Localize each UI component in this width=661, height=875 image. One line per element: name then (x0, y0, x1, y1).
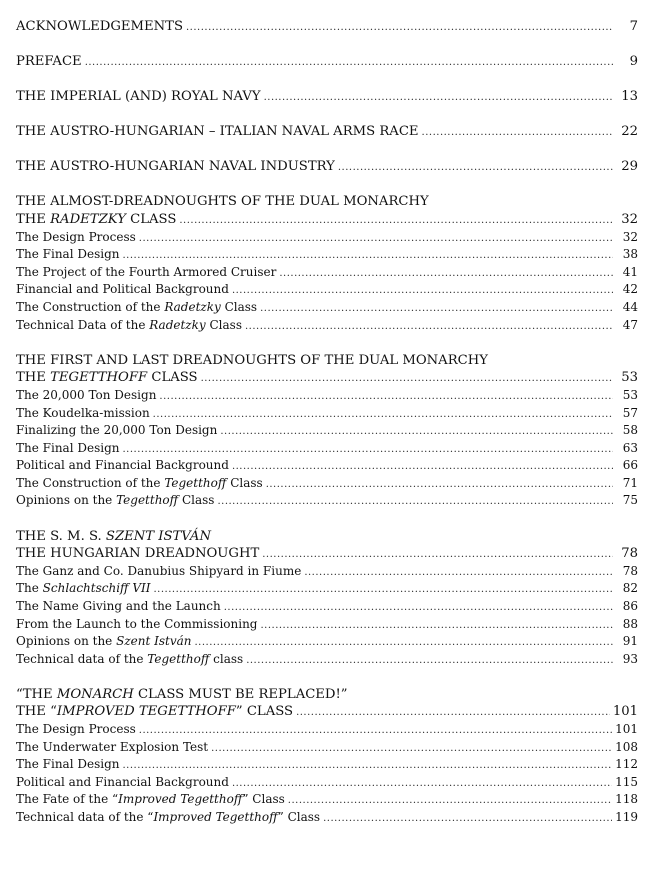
subentry-page: 57 (622, 405, 638, 420)
entry-page: 101 (612, 704, 638, 720)
toc-subentry[interactable] (16, 281, 638, 299)
subentry-title: Technical data of the “Improved Tegetthoff” Class (16, 809, 321, 824)
section-heading: THE ALMOST-DREADNOUGHTS OF THE DUAL MONARCHY (16, 194, 429, 210)
entry-page: 13 (621, 89, 638, 105)
subentry-title: Opinions on the Szent István (16, 634, 192, 649)
subentry-page: 41 (622, 264, 638, 279)
toc-subentry[interactable] (16, 475, 638, 493)
dot-leader (304, 564, 613, 582)
dot-leader (232, 458, 613, 476)
dot-leader (296, 704, 610, 722)
subentry-page: 53 (622, 387, 638, 402)
subentry-page: 44 (622, 300, 638, 315)
section-class-line[interactable] (16, 211, 638, 229)
toc-subentry[interactable] (16, 791, 638, 809)
toc-entry-naval-industry[interactable] (16, 158, 638, 176)
toc-subentry[interactable] (16, 721, 638, 739)
subentry-page: 93 (622, 651, 638, 666)
subentry-title: Financial and Political Background (16, 282, 229, 297)
subentry-title: The Schlachtschiff VII (16, 581, 151, 596)
dot-leader (153, 406, 613, 424)
subentry-page: 32 (622, 229, 638, 244)
section-class-line[interactable] (16, 703, 638, 721)
dot-leader (220, 423, 613, 441)
subentry-title: Political and Financial Background (16, 458, 229, 473)
toc-entry-royal-navy[interactable] (16, 88, 638, 106)
toc-subentry[interactable] (16, 633, 638, 651)
dot-leader (422, 124, 613, 142)
dot-leader (224, 599, 613, 617)
dot-leader (323, 810, 612, 828)
dot-leader (201, 370, 613, 388)
entry-title: PREFACE (16, 54, 82, 70)
subentry-title: The Design Process (16, 722, 136, 736)
subentry-page: 38 (622, 247, 638, 262)
toc-subentry[interactable] (16, 492, 638, 510)
subentry-page: 71 (622, 475, 638, 490)
toc-subentry[interactable] (16, 774, 638, 792)
entry-page: 32 (621, 212, 638, 228)
entry-page: 22 (621, 124, 638, 140)
entry-page: 53 (621, 370, 638, 386)
dot-leader (338, 159, 613, 177)
subentry-page: 119 (615, 809, 638, 824)
toc-subentry[interactable] (16, 264, 638, 282)
entry-title: THE IMPERIAL (AND) ROYAL NAVY (16, 89, 261, 105)
toc-subentry[interactable] (16, 756, 638, 774)
table-of-contents (16, 18, 638, 827)
dot-leader (246, 652, 613, 670)
section-improved-tegetthoff (16, 686, 638, 827)
subentry-title: The Name Giving and the Launch (16, 598, 221, 613)
dot-leader (211, 740, 612, 758)
entry-title: THE RADETZKY CLASS (16, 212, 177, 228)
subentry-title: Technical data of the Tegetthoff class (16, 651, 244, 666)
dot-leader (159, 388, 613, 406)
subentry-page: 115 (615, 774, 638, 789)
dot-leader (260, 617, 613, 635)
subentry-title: The Fate of the “Improved Tegetthoff” Class (16, 792, 285, 807)
toc-subentry[interactable] (16, 651, 638, 669)
subentry-list (16, 563, 638, 669)
toc-subentry[interactable] (16, 387, 638, 405)
toc-subentry[interactable] (16, 422, 638, 440)
entry-title: THE AUSTRO-HUNGARIAN NAVAL INDUSTRY (16, 159, 335, 175)
dot-leader (266, 476, 613, 494)
subentry-page: 75 (622, 493, 638, 508)
subentry-page: 42 (622, 282, 638, 297)
subentry-title: The Final Design (16, 440, 120, 455)
entry-title: THE HUNGARIAN DREADNOUGHT (16, 546, 260, 562)
subentry-page: 78 (622, 563, 638, 578)
subentry-title: Technical Data of the Radetzky Class (16, 317, 242, 332)
dot-leader (122, 757, 612, 775)
entry-page: 9 (629, 54, 638, 70)
dot-leader (195, 634, 614, 652)
subentry-title: The Underwater Explosion Test (16, 739, 209, 754)
toc-subentry[interactable] (16, 580, 638, 598)
toc-entry-acknowledgements[interactable] (16, 18, 638, 36)
entry-title: THE AUSTRO-HUNGARIAN – ITALIAN NAVAL ARMS RACE (16, 124, 419, 140)
subentry-page: 91 (622, 634, 638, 649)
section-class-line[interactable] (16, 369, 638, 387)
toc-subentry[interactable] (16, 598, 638, 616)
toc-entry-arms-race[interactable] (16, 123, 638, 141)
dot-leader (279, 265, 613, 283)
toc-subentry[interactable] (16, 739, 638, 757)
section-tegetthoff (16, 352, 638, 510)
toc-subentry[interactable] (16, 299, 638, 317)
toc-subentry[interactable] (16, 809, 638, 827)
section-szent-istvan (16, 528, 638, 669)
dot-leader (186, 19, 613, 37)
subentry-title: The Construction of the Radetzky Class (16, 300, 258, 315)
dot-leader (217, 493, 613, 511)
subentry-page: 58 (622, 423, 638, 438)
subentry-page: 47 (622, 317, 638, 332)
dot-leader (122, 441, 613, 459)
subentry-title: Finalizing the 20,000 Ton Design (16, 423, 218, 438)
dot-leader (264, 89, 613, 107)
toc-entry-preface[interactable] (16, 53, 638, 71)
entry-page: 7 (629, 19, 638, 34)
dot-leader (179, 212, 613, 230)
subentry-page: 101 (615, 722, 638, 736)
toc-subentry[interactable] (16, 317, 638, 335)
subentry-title: The Design Process (16, 229, 136, 244)
dot-leader (232, 775, 612, 793)
subentry-page: 86 (622, 598, 638, 613)
subentry-page: 63 (622, 440, 638, 455)
dot-leader (232, 282, 613, 300)
subentry-title: The Final Design (16, 757, 120, 772)
subentry-list (16, 387, 638, 510)
subentry-title: From the Launch to the Commissioning (16, 616, 258, 631)
subentry-page: 112 (615, 757, 638, 772)
dot-leader (260, 300, 613, 318)
subentry-title: Opinions on the Tegetthoff Class (16, 493, 215, 508)
subentry-page: 118 (615, 792, 638, 807)
dot-leader (288, 792, 612, 810)
section-heading: THE FIRST AND LAST DREADNOUGHTS OF THE DUAL MONARCHY (16, 352, 488, 368)
entry-title: THE TEGETTHOFF CLASS (16, 370, 198, 386)
dot-leader (139, 230, 613, 248)
subentry-title: The Final Design (16, 247, 120, 262)
toc-subentry[interactable] (16, 616, 638, 634)
entry-page: 29 (621, 159, 638, 175)
section-class-line[interactable] (16, 545, 638, 563)
toc-subentry[interactable] (16, 405, 638, 423)
subentry-title: The Ganz and Co. Danubius Shipyard in Fiume (16, 563, 302, 578)
dot-leader (139, 722, 612, 740)
toc-subentry[interactable] (16, 457, 638, 475)
toc-subentry[interactable] (16, 440, 638, 458)
subentry-list (16, 229, 638, 335)
toc-subentry[interactable] (16, 563, 638, 581)
dot-leader (154, 581, 614, 599)
subentry-title: The 20,000 Ton Design (16, 387, 157, 402)
toc-subentry[interactable] (16, 246, 638, 264)
section-radetzky (16, 193, 638, 334)
dot-leader (262, 546, 613, 564)
section-heading: THE S. M. S. SZENT ISTVÁN (16, 528, 211, 544)
subentry-title: The Project of the Fourth Armored Cruiser (16, 264, 277, 279)
subentry-page: 66 (622, 458, 638, 473)
dot-leader (85, 54, 613, 72)
subentry-page: 82 (622, 581, 638, 596)
subentry-title: Political and Financial Background (16, 774, 229, 789)
subentry-title: The Koudelka-mission (16, 405, 150, 420)
section-heading: “THE MONARCH CLASS MUST BE REPLACED!” (16, 686, 348, 702)
entry-page: 78 (621, 546, 638, 562)
entry-title: THE “IMPROVED TEGETTHOFF” CLASS (16, 704, 294, 720)
dot-leader (122, 247, 613, 265)
subentry-list (16, 721, 638, 827)
dot-leader (245, 318, 613, 336)
subentry-page: 88 (622, 616, 638, 631)
toc-subentry[interactable] (16, 229, 638, 247)
subentry-title: The Construction of the Tegetthoff Class (16, 475, 263, 490)
entry-title: ACKNOWLEDGEMENTS (16, 19, 183, 34)
subentry-page: 108 (615, 739, 638, 754)
